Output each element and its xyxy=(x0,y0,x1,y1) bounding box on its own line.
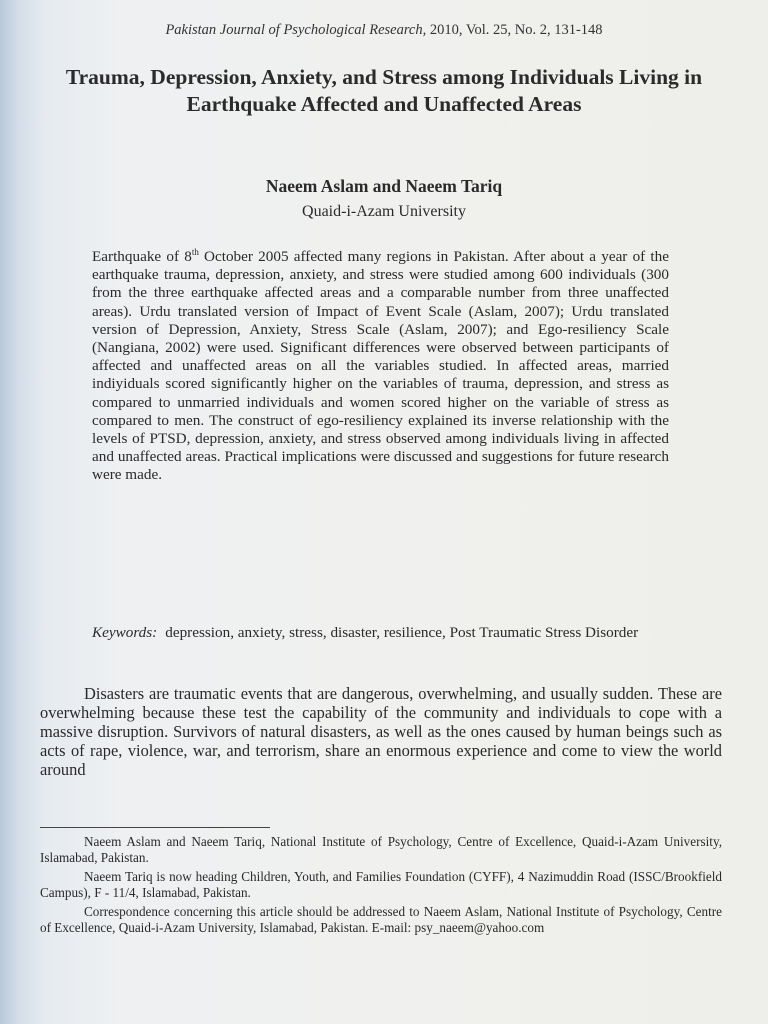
footnote-author-current-position: Naeem Tariq is now heading Children, Youth, and Families Foundation (CYFF), 4 Nazimuddin Road (ISSC/Brookfield Campus), F - 11/4, Islamabad, Pakistan. xyxy=(40,868,722,901)
footnote-author-affiliation: Naeem Aslam and Naeem Tariq, National Institute of Psychology, Centre of Excellence, Quaid-i-Azam University, Islamabad, Pakistan. xyxy=(40,834,722,866)
keywords-label: Keywords: xyxy=(92,624,158,641)
abstract-ordinal-suffix: th xyxy=(191,246,199,257)
article-authors: Naeem Aslam and Naeem Tariq xyxy=(265,176,503,196)
author-affiliation: Quaid-i-Azam University xyxy=(302,203,466,220)
abstract xyxy=(92,248,669,485)
journal-issue-details: 2010, Vol. 25, No. 2, 131-148 xyxy=(429,22,603,38)
abstract-lead: Earthquake of 8 xyxy=(92,248,192,265)
keywords xyxy=(92,624,669,643)
footnote-divider xyxy=(40,827,270,828)
footnote-correspondence: Correspondence concerning this article should be addressed to Naeem Aslam, National Institute of Psychology, Centre of Excellence, Quaid-i-Azam University, Islamabad, Pakistan. E-mail: psy_naeem@yahoo.com xyxy=(40,903,722,936)
journal-name: Pakistan Journal of Psychological Research, xyxy=(165,22,427,38)
running-head xyxy=(0,22,768,39)
body-paragraph: Disasters are traumatic events that are dangerous, overwhelming, and usually sudden. These are overwhelming because these test the capability of the community and individuals to cope with a massive disruption. Survivors of natural disasters, as well as the ones caused by human beings such as acts of rape, violence, war, and terrorism, share an enormous experience and come to view the world around xyxy=(40,684,722,779)
keywords-text: depression, anxiety, stress, disaster, resilience, Post Traumatic Stress Disorder xyxy=(165,624,639,641)
footnotes xyxy=(40,834,722,938)
article-title: Trauma, Depression, Anxiety, and Stress among Individuals Living in Earthquake Affected and Unaffected Areas xyxy=(65,65,703,116)
abstract-text: October 2005 affected many regions in Pakistan. After about a year of the earthquake trauma, depression, anxiety, and stress were studied among 600 individuals (300 from the three earthquake affected areas and a comparable number from three unaffected areas). Urdu translated version of Impact of Event Scale (Aslam, 2007); Urdu translated version of Depression, Anxiety, Stress Scale (Aslam, 2007); and Ego-resiliency Scale (Nangiana, 2002) were used. Significant differences were observed between participants of affected and unaffected areas on all the variables studied. In affected areas, married indiyiduals scored significantly higher on the variables of trauma, depression, and stress as compared to unmarried individuals and women scored higher on the variable of stress as compared to men. The construct of ego-resiliency explained its inverse relationship with the levels of PTSD, depression, anxiety, and stress observed among individuals living in affected and unaffected areas. Practical implications were discussed and suggestions for future research were made. xyxy=(92,248,669,484)
